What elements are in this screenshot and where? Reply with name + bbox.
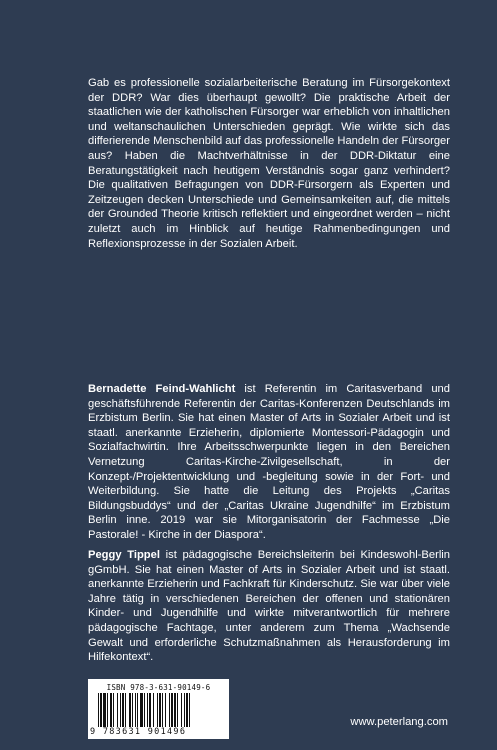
barcode-digits: 9 783631 901496 [90,727,187,737]
author-bio-2 [88,548,450,665]
barcode-bar [147,693,148,727]
publisher-website: www.peterlang.com [350,716,448,728]
barcode [88,679,229,739]
barcode-bar [110,693,112,727]
isbn-label: ISBN 978-3-631-90149-6 [106,683,211,692]
barcode-bar [189,693,190,727]
barcode-bar [125,693,126,727]
barcode-bars [98,693,219,729]
barcode-bar [117,693,118,727]
author-bio-text-1: ist Referentin im Caritasverband und geschäftsführende Referentin der Caritas-Konferenzen Deutschlands im Erzbistum Berlin. Sie hat einen Master of Arts in Sozialer Arbeit und ist staatl. anerkannte Erzieherin, diplomierte Montessori-Pädagogin und Sozialfachwirtin. Ihre Arbeitsschwerpunkte liegen in den Bereichen Vernetzung Caritas-Kirche-Zivilgesellschaft, in der Konzept-/Projektentwicklung und -begleitung sowie in der Fort- und Weiterbildung. Sie hatte die Leitung des Projekts „Caritas Bildungsbuddys“ und der „Caritas Ukraine Jugendhilfe“ im Erzbistum Berlin inne. 2019 war sie Mitorganisatorin der Fachmesse „Die Pastorale! - Kirche in der Diaspora“. [88,383,450,541]
barcode-bar [107,693,108,727]
barcode-bar [98,693,99,727]
barcode-bar [122,693,124,727]
barcode-bar [100,693,102,727]
barcode-bar [129,693,131,727]
barcode-bar [103,693,106,727]
barcode-bar [135,693,136,727]
barcode-bar [184,693,185,727]
barcode-bar [174,693,176,727]
barcode-bar [120,693,121,727]
barcode-bar [157,693,158,727]
author-name-2: Peggy Tippel [88,549,160,561]
barcode-bar [132,693,133,727]
barcode-bar [177,693,178,727]
barcode-bar [171,693,173,727]
barcode-bar [181,693,182,727]
barcode-bar [137,693,138,727]
blurb-text: Gab es professionelle sozialarbeiterische Beratung im Fürsorgekontext der DDR? War dies überhaupt gewollt? Die praktische Arbeit der staatlichen wie der katholischen Fürsorger war erheblich von inhaltlichen und weltanschaulichen Unterschieden geprägt. Wie wirkte sich das differierende Menschenbild auf das professionelle Handeln der Fürsorger aus? Haben die Machtverhältnisse in der DDR-Diktatur eine Beratungstätigkeit nach heutigem Verständnis sogar ganz verhindert? Die qualitativen Befragungen von DDR-Fürsorgern als Experten und Zeitzeugen decken Unterschiede und Gemeinsamkeiten auf, die mittels der Grounded Theorie kritisch reflektiert und eingeordnet werden – nicht zuletzt auch im Hinblick auf heutige Rahmenbedingungen und Reflexionsprozesse in der Sozialen Arbeit. [88,77,450,250]
barcode-bar [153,693,154,727]
barcode-bar [113,693,114,727]
barcode-bar [186,693,188,727]
barcode-bar [169,693,170,727]
barcode-bar [165,693,166,727]
author-bio-1 [88,382,450,543]
barcode-bar [140,693,143,727]
author-name-1: Bernadette Feind-Wahlicht [88,383,236,395]
barcode-bar [159,693,161,727]
barcode-bar [162,693,163,727]
barcode-bar [149,693,151,727]
barcode-bar [144,693,145,727]
author-bio-text-2: ist pädagogische Bereichsleiterin bei Kindeswohl-Berlin gGmbH. Sie hat einen Master of Arts in Sozialer Arbeit und ist staatl. anerkannte Erzieherin und Fachkraft für Kinderschutz. Sie war über viele Jahre tätig in verschiedenen Bereichen der offenen und stationären Kinder- und Jugendhilfe und wirkte mitverantwortlich für mehrere pädagogische Fachtage, unter anderem zum Thema „Wachsende Gewalt und erforderliche Schutzmaßnahmen als Herausforderung im Hilfekontext“. [88,549,451,664]
